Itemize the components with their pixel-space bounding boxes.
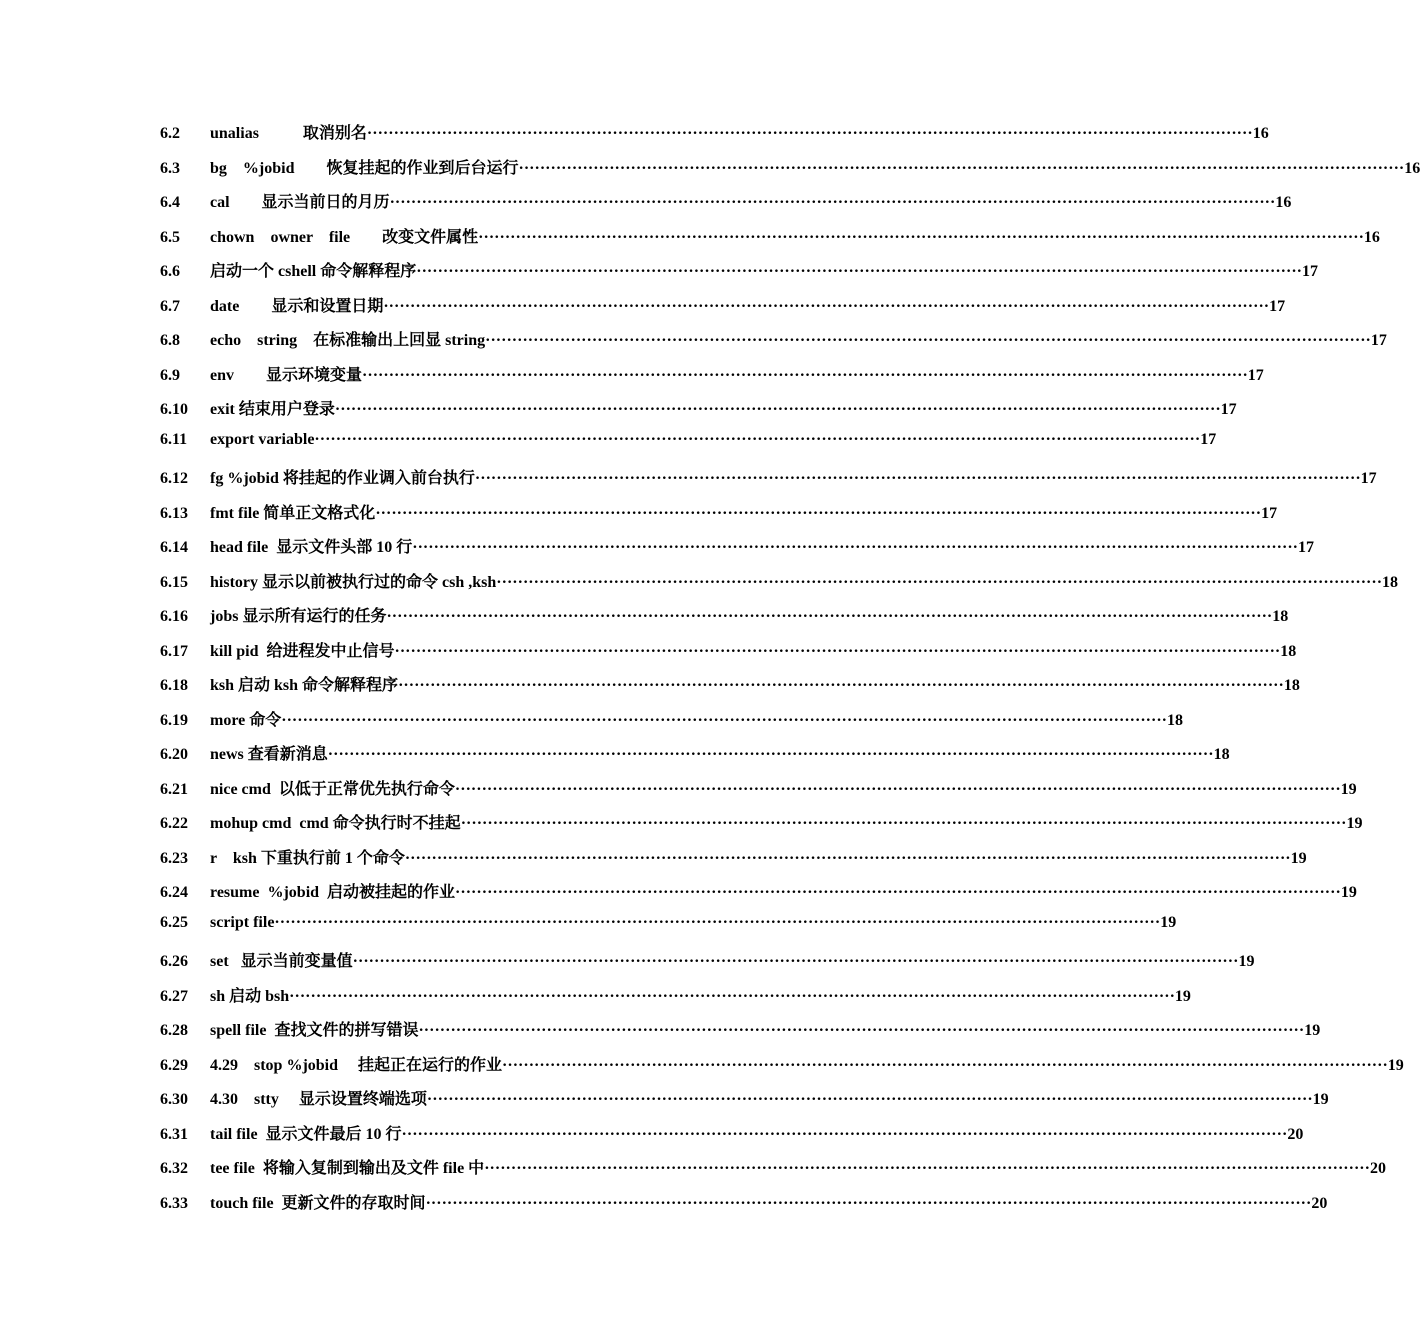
toc-entry-number: 6.19 [160,711,188,729]
toc-entry-number: 6.27 [160,987,188,1005]
toc-entry-number: 6.8 [160,332,180,349]
toc-entry-page-number: 19 [1174,987,1191,1005]
toc-entry[interactable] [160,155,1420,190]
toc-entry-number: 6.12 [160,470,188,487]
toc-entry-number: 6.4 [160,194,180,211]
toc-entry-number: 6.9 [160,366,180,384]
toc-entry-title: exit 结束用户登录 [210,401,335,418]
toc-dot-leader [412,539,1298,557]
toc-entry-title: history 显示以前被执行过的命令 csh ,ksh [210,573,497,591]
toc-dot-leader [418,1022,1304,1040]
toc-entry[interactable] [160,776,1357,811]
toc-entry-number: 6.23 [160,849,188,867]
toc-entry[interactable] [160,1155,1386,1190]
toc-entry-title: bg %jobid 恢复挂起的作业到后台运行 [210,159,519,177]
toc-entry-number: 6.21 [160,780,188,798]
toc-dot-leader [398,677,1284,695]
toc-entry[interactable] [160,1190,1328,1225]
toc-dot-leader [478,229,1364,247]
toc-entry-title: fmt file 简单正文格式化 [210,504,376,522]
toc-entry-number: 6.22 [160,815,188,832]
toc-entry-page-number: 17 [1302,263,1318,280]
toc-entry-page-number: 17 [1370,332,1387,349]
toc-dot-leader [416,263,1302,281]
toc-entry-page-number: 18 [1272,608,1289,625]
toc-entry-page-number: 19 [1160,913,1177,931]
toc-entry-title: unalias 取消别名 [210,125,367,142]
toc-entry-number: 6.26 [160,953,188,970]
toc-entry-title: head file 显示文件头部 10 行 [210,539,413,556]
toc-entry-number: 6.13 [160,504,188,522]
toc-entry-title: news 查看新消息 [210,746,328,763]
toc-entry-page-number: 20 [1311,1194,1328,1212]
toc-entry-page-number: 19 [1340,780,1357,798]
toc-entry-page-number: 17 [1200,430,1217,448]
toc-entry-number: 6.25 [160,913,188,931]
toc-entry-number: 6.10 [160,401,188,418]
toc-entry[interactable] [160,603,1289,638]
toc-entry-number: 6.17 [160,642,188,660]
toc-entry[interactable] [160,983,1191,1018]
toc-entry-page-number: 19 [1290,849,1307,867]
toc-entry-number: 6.3 [160,159,180,177]
toc-entry-title: resume %jobid 启动被挂起的作业 [210,884,456,901]
toc-entry[interactable] [160,327,1387,362]
toc-entry-page-number: 20 [1369,1160,1386,1177]
toc-entry-page-number: 17 [1261,504,1278,522]
toc-entry-page-number: 19 [1304,1022,1321,1039]
toc-entry-number: 6.15 [160,573,188,591]
toc-entry-title: kill pid 给进程发中止信号 [210,642,395,660]
toc-entry[interactable] [160,707,1184,742]
toc-entry-number: 6.32 [160,1160,188,1177]
toc-entry-page-number: 18 [1283,677,1300,694]
toc-dot-leader [274,914,1160,932]
toc-entry-title: touch file 更新文件的存取时间 [210,1194,426,1212]
toc-dot-leader [518,160,1404,178]
toc-entry-title: tail file 显示文件最后 10 行 [210,1125,402,1143]
toc-entry-page-number: 17 [1247,366,1264,384]
toc-dot-leader [426,1195,1312,1213]
toc-entry[interactable] [160,362,1264,397]
toc-entry[interactable] [160,1017,1321,1052]
toc-entry-title: 启动一个 cshell 命令解释程序 [210,263,417,280]
toc-entry-page-number: 16 [1252,125,1269,142]
toc-entry-title: sh 启动 bsh [210,987,290,1005]
toc-entry[interactable] [160,913,1177,949]
toc-entry-page-number: 19 [1387,1056,1404,1074]
toc-dot-leader [289,988,1175,1006]
toc-entry[interactable] [160,1121,1304,1156]
toc-entry[interactable] [160,465,1377,500]
toc-entry[interactable] [160,879,1357,914]
toc-entry-number: 6.20 [160,746,188,763]
toc-entry-page-number: 17 [1269,297,1286,315]
toc-entry-title: date 显示和设置日期 [210,297,384,315]
table-of-contents [160,120,1420,1224]
toc-entry-number: 6.24 [160,884,188,901]
toc-entry-title: spell file 查找文件的拼写错误 [210,1022,419,1039]
toc-entry-title: echo string 在标准输出上回显 string [210,332,486,349]
toc-entry-title: tee file 将输入复制到输出及文件 file 中 [210,1160,485,1177]
toc-entry-title: r ksh 下重执行前 1 个命令 [210,849,405,867]
toc-entry[interactable] [160,569,1399,604]
toc-entry[interactable] [160,500,1278,535]
toc-dot-leader [390,194,1276,212]
toc-dot-leader [328,746,1214,764]
toc-entry[interactable] [160,430,1217,466]
toc-entry[interactable] [160,224,1380,259]
toc-entry-number: 6.33 [160,1194,188,1212]
toc-entry-title: chown owner file 改变文件属性 [210,228,479,246]
toc-entry[interactable] [160,638,1297,673]
toc-entry-number: 6.28 [160,1022,188,1039]
toc-entry-page-number: 16 [1275,194,1292,211]
toc-dot-leader [394,643,1280,661]
toc-dot-leader [455,884,1341,902]
toc-dot-leader [386,608,1272,626]
toc-entry[interactable] [160,293,1286,328]
toc-entry[interactable] [160,741,1230,776]
toc-entry-number: 6.7 [160,297,180,315]
toc-dot-leader [461,815,1347,833]
toc-entry-page-number: 16 [1404,159,1420,177]
toc-entry-page-number: 19 [1238,953,1255,970]
toc-entry-number: 6.2 [160,125,180,142]
toc-entry-page-number: 17 [1360,470,1377,487]
toc-entry-page-number: 17 [1298,539,1314,556]
toc-dot-leader [405,850,1291,868]
toc-entry[interactable] [160,948,1255,983]
toc-entry-page-number: 16 [1363,228,1380,246]
toc-dot-leader [427,1091,1313,1109]
toc-dot-leader [402,1126,1288,1144]
toc-entry-title: set 显示当前变量值 [210,953,353,970]
toc-entry-page-number: 19 [1312,1091,1329,1108]
toc-entry-page-number: 19 [1346,815,1363,832]
toc-entry-title: env 显示环境变量 [210,366,363,384]
toc-entry-page-number: 18 [1213,746,1230,763]
toc-dot-leader [362,367,1248,385]
toc-entry-number: 6.31 [160,1125,188,1143]
toc-entry-page-number: 19 [1340,884,1357,901]
toc-dot-leader [383,298,1269,316]
toc-entry[interactable] [160,810,1363,845]
toc-entry-title: more 命令 [210,711,282,729]
toc-entry-title: fg %jobid 将挂起的作业调入前台执行 [210,470,475,487]
toc-dot-leader [485,332,1371,350]
toc-entry[interactable] [160,396,1237,431]
toc-dot-leader [353,953,1239,971]
toc-dot-leader [367,125,1253,143]
toc-entry-page-number: 18 [1382,573,1399,591]
toc-entry-page-number: 20 [1287,1125,1304,1143]
toc-entry-title: jobs 显示所有运行的任务 [210,608,387,625]
toc-dot-leader [496,574,1382,592]
toc-entry-number: 6.30 [160,1091,188,1108]
toc-entry-title: ksh 启动 ksh 命令解释程序 [210,677,399,694]
toc-entry-title: export variable [210,430,315,448]
toc-dot-leader [455,781,1341,799]
toc-entry-title: script file [210,913,275,931]
toc-entry-number: 6.14 [160,539,188,556]
toc-entry-number: 6.11 [160,430,188,448]
toc-entry-page-number: 18 [1280,642,1297,660]
toc-entry-number: 6.5 [160,228,180,246]
toc-entry-number: 6.16 [160,608,188,625]
toc-list [160,120,1420,1224]
toc-entry[interactable] [160,189,1292,224]
toc-entry-page-number: 18 [1167,711,1184,729]
toc-dot-leader [502,1057,1388,1075]
toc-entry-title: nice cmd 以低于正常优先执行命令 [210,780,455,798]
toc-entry[interactable] [160,672,1300,707]
toc-dot-leader [475,470,1361,488]
toc-entry-title: mohup cmd cmd 命令执行时不挂起 [210,815,461,832]
toc-entry[interactable] [160,120,1269,155]
toc-entry-number: 6.29 [160,1056,188,1074]
toc-entry[interactable] [160,258,1318,293]
toc-entry[interactable] [160,1052,1404,1087]
toc-entry-title: 4.29 stop %jobid 挂起正在运行的作业 [210,1056,503,1074]
toc-entry-title: 4.30 stty 显示设置终端选项 [210,1091,427,1108]
toc-entry-page-number: 17 [1220,401,1237,418]
toc-entry[interactable] [160,1086,1329,1121]
toc-entry[interactable] [160,845,1307,880]
toc-dot-leader [484,1160,1370,1178]
toc-dot-leader [335,401,1221,419]
toc-entry[interactable] [160,534,1314,569]
toc-dot-leader [314,431,1200,449]
toc-dot-leader [375,505,1261,523]
toc-entry-title: cal 显示当前日的月历 [210,194,390,211]
toc-entry-number: 6.6 [160,263,180,280]
toc-dot-leader [281,712,1167,730]
toc-entry-number: 6.18 [160,677,188,694]
